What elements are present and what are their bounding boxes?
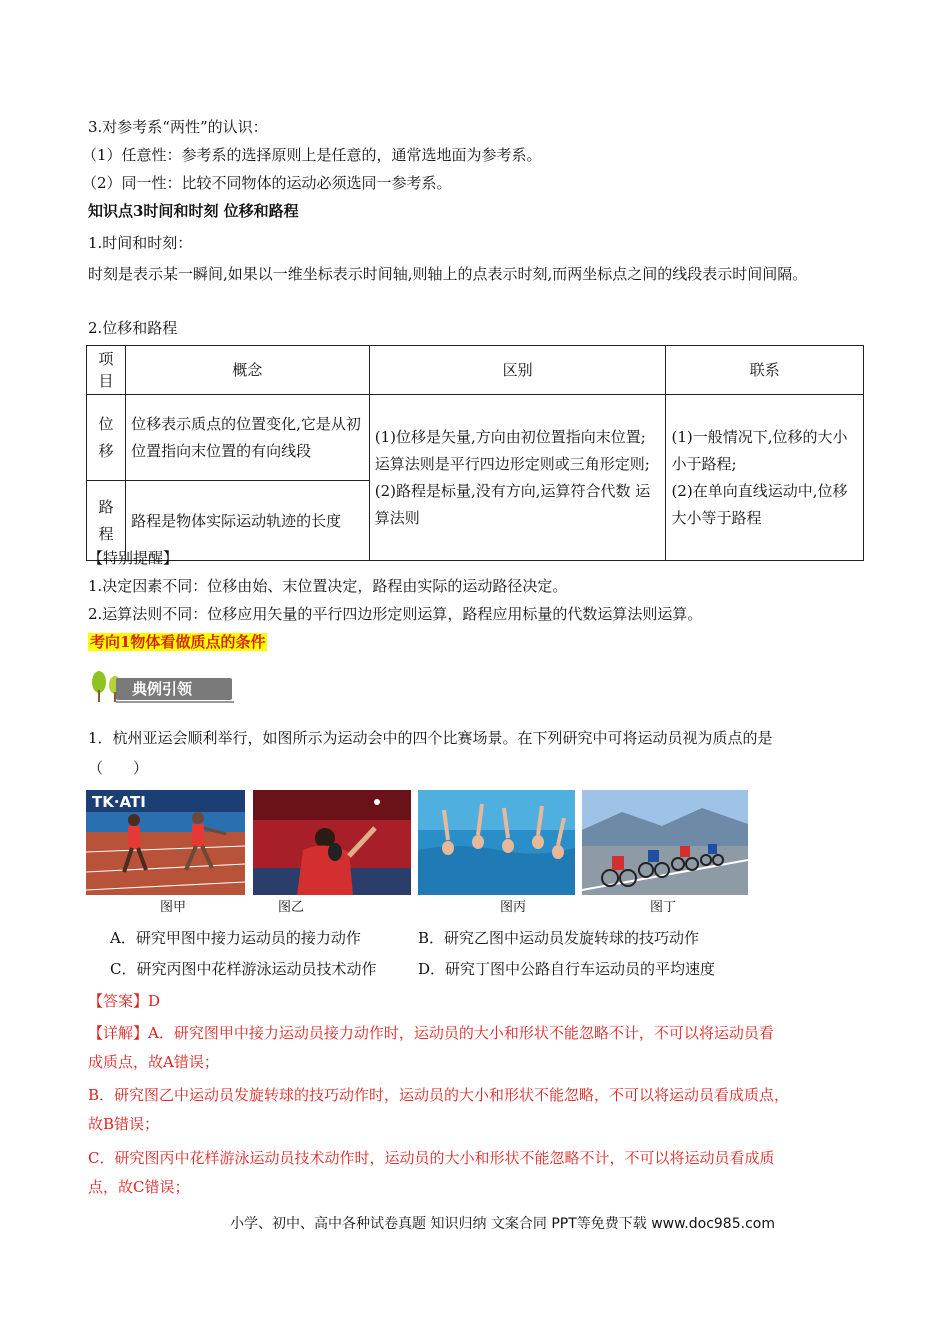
difference-cell: [369, 395, 666, 561]
difference-point-1: (1)位移是矢量,方向由初位置指向末位置;运算法则是平行四边形定则或三角形定则;: [374, 427, 650, 473]
row-displacement-item: 位移: [87, 395, 126, 481]
relation-cell: [666, 395, 864, 561]
option-d: D．研究丁图中公路自行车运动员的平均速度: [418, 960, 716, 978]
kp3-title: 知识点3时间和时刻 位移和路程: [88, 202, 299, 220]
detail-b-line-1: B．研究图乙中运动员发旋转球的技巧动作时，运动员的大小和形状不能忽略，不可以将运动员看成质点，: [88, 1086, 790, 1104]
caption-ding: 图丁: [650, 900, 677, 915]
kp3-desc: 时刻是表示某一瞬间,如果以一维坐标表示时间轴,则轴上的点表示时刻,而两坐标点之间的线段表示时间间隔。: [88, 265, 808, 283]
caption-jia: 图甲: [160, 900, 187, 915]
table-header-row: [87, 346, 864, 395]
photo-relay: [86, 790, 245, 895]
row-distance-item: 路程: [87, 481, 126, 561]
example-banner: [88, 668, 234, 704]
row-distance-concept: 路程是物体实际运动轨迹的长度: [126, 481, 370, 561]
relation-point-1: (1)一般情况下,位移的大小小于路程;: [671, 427, 848, 473]
photo-artistic-swimming: [418, 790, 575, 895]
difference-point-2: (2)路程是标量,没有方向,运算符合代数 运算法则: [374, 481, 651, 527]
detail-b-line-2: 故B错误；: [88, 1115, 160, 1133]
ref-point-1: （1）任意性：参考系的选择原则上是任意的，通常选地面为参考系。: [82, 146, 542, 164]
detail-a-line-2: 成质点，故A错误；: [88, 1053, 219, 1071]
kp3-sub1: 1.时间和时刻：: [88, 234, 193, 252]
caption-bing: 图丙: [500, 900, 527, 915]
kaoxiang-heading: 考向1物体看做质点的条件: [90, 633, 266, 651]
kp3-sub2: 2.位移和路程: [88, 319, 178, 337]
displacement-distance-table: [86, 345, 864, 561]
photo-road-cycling: [582, 790, 748, 895]
notice-point-1: 1.决定因素不同：位移由始、末位置决定，路程由实际的运动路径决定。: [88, 577, 568, 595]
option-a: A．研究甲图中接力运动员的接力动作: [110, 929, 361, 947]
banner-label: 典例引领: [132, 680, 193, 698]
detail-c-line-1: C．研究图丙中花样游泳运动员技术动作时，运动员的大小和形状不能忽略不计，不可以将运动员看成质: [88, 1149, 775, 1167]
relation-point-2: (2)在单向直线运动中,位移大小等于路程: [671, 481, 848, 527]
detail-c-line-2: 点，故C错误；: [88, 1178, 190, 1196]
ref-point-2: （2）同一性：比较不同物体的运动必须选同一参考系。: [82, 174, 452, 192]
page-footer: 小学、初中、高中各种试卷真题 知识归纳 文案合同 PPT等免费下载 www.doc985.com: [230, 1216, 775, 1232]
caption-yi: 图乙: [278, 900, 305, 915]
header-relation: 联系: [666, 346, 864, 395]
table-row: [87, 395, 864, 481]
header-difference: 区别: [369, 346, 666, 395]
svg-text:TK·ATI: TK·ATI: [92, 793, 146, 811]
header-concept: 概念: [126, 346, 370, 395]
question-blank: （ ）: [88, 759, 149, 777]
option-b: B．研究乙图中运动员发旋转球的技巧动作: [418, 929, 700, 947]
photo-table-tennis: [253, 790, 411, 895]
option-c: C．研究丙图中花样游泳运动员技术动作: [110, 960, 377, 978]
question-stem: 1．杭州亚运会顺利举行，如图所示为运动会中的四个比赛场景。在下列研究中可将运动员视为质点的是: [88, 729, 773, 747]
row-displacement-concept: 位移表示质点的位置变化,它是从初位置指向末位置的有向线段: [126, 395, 370, 481]
ref-title: 3.对参考系“两性”的认识：: [88, 118, 268, 136]
notice-point-2: 2.运算法则不同：位移应用矢量的平行四边形定则运算，路程应用标量的代数运算法则运算。: [88, 605, 703, 623]
answer-label: 【答案】D: [88, 992, 161, 1010]
header-item: 项目: [87, 346, 126, 395]
notice-title: 【特别提醒】: [88, 549, 179, 567]
detail-a-line-1: 【详解】A．研究图甲中接力运动员接力动作时，运动员的大小和形状不能忽略不计，不可以将运动员看: [88, 1024, 774, 1042]
